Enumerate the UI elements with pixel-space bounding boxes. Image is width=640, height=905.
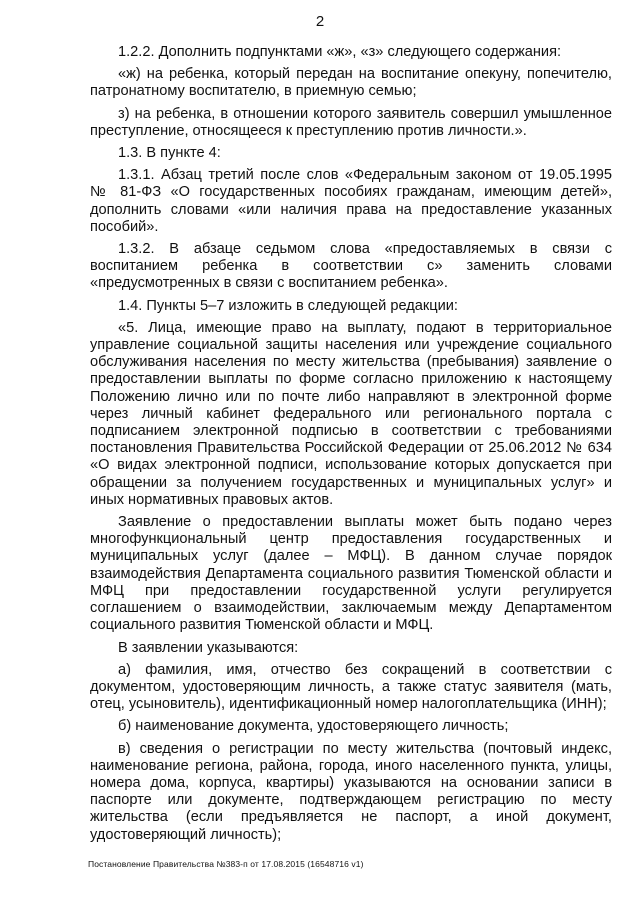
paragraph-zh: «ж) на ребенка, который передан на воспитание опекуну, попечителю, патронатному воспитателю, в приемную семью; <box>90 66 612 100</box>
paragraph-v: в) сведения о регистрации по месту жительства (почтовый индекс, наименование региона, района, города, иного населенного пункта, улицы, номера дома, корпуса, квартиры) указываются на основании записи в паспорте или документе, подтверждающем регистрацию по месту жительства (если предъявляется не паспорт, а иной документ, удостоверяющий личность); <box>90 740 612 843</box>
paragraph-b: б) наименование документа, удостоверяющего личность; <box>118 718 509 735</box>
paragraph-mfc: Заявление о предоставлении выплаты может быть подано через многофункциональный центр предоставления государственных и муниципальных услуг (далее – МФЦ). В данном случае порядок взаимодействия Департамента социального развития Тюменской области и МФЦ при предоставлении государственной услуги регулируется соглашением о взаимодействии, заключаемым между Департаментом социального развития Тюменской области и МФЦ. <box>90 514 612 634</box>
paragraph-a: а) фамилия, имя, отчество без сокращений в соответствии с документом, удостоверяющим личность, а также статус заявителя (мать, отец, усыновитель), идентификационный номер налогоплательщика (ИНН); <box>90 661 612 713</box>
paragraph-1-3-2: 1.3.2. В абзаце седьмом слова «предоставляемых в связи с воспитанием ребенка в соответствии с» заменить словами «предусмотренных в связи с воспитанием ребенка». <box>90 241 612 292</box>
paragraph-application-contents: В заявлении указываются: <box>118 639 299 656</box>
document-footer: Постановление Правительства №383-п от 17.08.2015 (16548716 v1) <box>88 859 364 869</box>
paragraph-1-3: 1.3. В пункте 4: <box>118 145 221 162</box>
paragraph-1-3-1: 1.3.1. Абзац третий после слов «Федеральным законом от 19.05.1995 № 81-ФЗ «О государственных пособиях гражданам, имеющим детей», дополнить словами «или наличия права на предоставление указанных пособий». <box>90 167 612 235</box>
paragraph-1-4: 1.4. Пункты 5–7 изложить в следующей редакции: <box>118 297 458 314</box>
document-body <box>90 44 612 849</box>
page-number: 2 <box>315 13 325 30</box>
paragraph-1-2-2: 1.2.2. Дополнить подпунктами «ж», «з» следующего содержания: <box>118 44 562 60</box>
paragraph-z: з) на ребенка, в отношении которого заявитель совершил умышленное преступление, относящееся к преступлению против личности.». <box>90 105 612 139</box>
paragraph-5: «5. Лица, имеющие право на выплату, подают в территориальное управление социальной защиты населения или учреждение социального обслуживания населения по месту жительства (пребывания) заявление о предоставлении выплаты по форме согласно приложению к настоящему Положению лично или по почте либо направляют в электронной форме через личный кабинет федерального или регионального портала с подписанием электронной подписью в соответствии с требованиями постановления Правительства Российской Федерации от 25.06.2012 № 634 «О видах электронной подписи, использование которых допускается при обращении за получением государственных и муниципальных услуг» и иных нормативных правовых актов. <box>90 319 612 508</box>
